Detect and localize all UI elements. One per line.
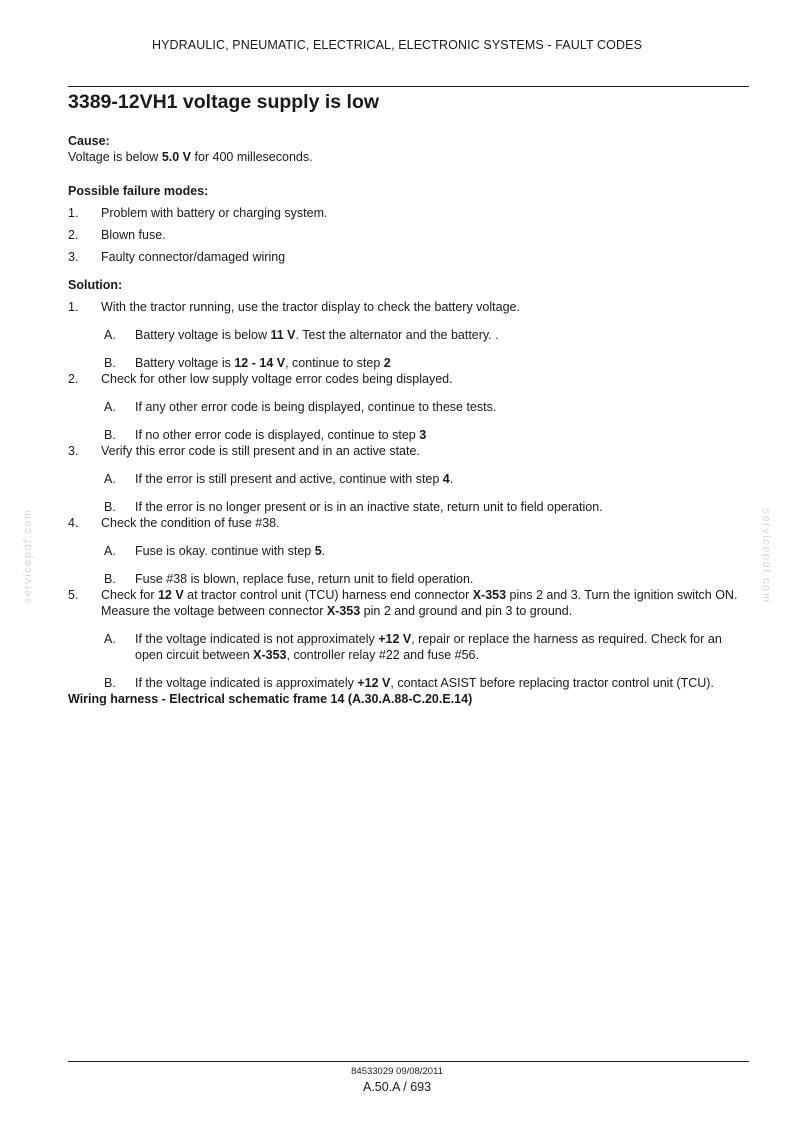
substep-text: , contact ASIST before replacing tractor control unit (TCU). <box>390 676 714 690</box>
substep-bold: 2 <box>383 356 391 370</box>
step-bold: X-353 <box>326 604 361 618</box>
substep-bold: 4 <box>442 472 450 486</box>
substep-bold: +12 V <box>378 632 412 646</box>
substep-bold: X-353 <box>253 648 287 662</box>
substep-letter: B. <box>104 572 116 586</box>
cause-label: Cause: <box>68 134 110 148</box>
solution-substep <box>68 675 750 691</box>
substep-letter: A. <box>104 328 116 342</box>
watermark-left: servicepdf.com <box>22 508 34 604</box>
document-code: 84533029 09/08/2011 <box>351 1066 443 1077</box>
substep-text: If any other error code is being displayed, continue to these tests. <box>135 400 497 414</box>
solution-substep <box>68 399 750 415</box>
watermark-right: servicepdf.com <box>760 508 772 604</box>
step-text: With the tractor running, use the tractor display to check the battery voltage. <box>101 300 520 314</box>
failure-modes-label: Possible failure modes: <box>68 184 209 198</box>
solution-label: Solution: <box>68 278 123 292</box>
item-number: 3. <box>68 250 79 264</box>
footer-rule <box>68 1061 749 1062</box>
page-title: 3389-12VH1 voltage supply is low <box>68 91 380 113</box>
solution-substep <box>68 631 750 663</box>
header-rule <box>68 86 749 87</box>
substep-text: Fuse #38 is blown, replace fuse, return unit to field operation. <box>135 572 474 586</box>
substep-text: If no other error code is displayed, continue to step <box>135 428 420 442</box>
failure-mode-item <box>68 205 750 221</box>
substep-text: . <box>449 472 454 486</box>
failure-mode-item <box>68 227 750 243</box>
failure-mode-item <box>68 249 750 265</box>
substep-letter: B. <box>104 428 116 442</box>
solution-step <box>68 443 750 459</box>
cause-text-part: for 400 milleseconds. <box>191 150 313 164</box>
solution-step <box>68 515 750 531</box>
solution-substep <box>68 543 750 559</box>
substep-bold: 11 V <box>270 328 296 342</box>
item-number: 1. <box>68 206 79 220</box>
substep-letter: A. <box>104 632 116 646</box>
cause-voltage: 5.0 V <box>161 150 191 164</box>
step-text: pins 2 and 3. Turn the ignition switch ON. Measure the voltage between connector <box>101 588 738 618</box>
substep-text: If the error is no longer present or is in an inactive state, return unit to field operation. <box>135 500 603 514</box>
wiring-harness-reference-link[interactable]: Wiring harness - Electrical schematic frame 14 (A.30.A.88-C.20.E.14) <box>68 692 473 706</box>
solution-step <box>68 587 750 619</box>
item-text: Faulty connector/damaged wiring <box>101 250 286 264</box>
substep-bold: 3 <box>419 428 427 442</box>
step-number: 2. <box>68 372 79 386</box>
section-header: HYDRAULIC, PNEUMATIC, ELECTRICAL, ELECTRONIC SYSTEMS - FAULT CODES <box>151 38 643 52</box>
substep-text: . <box>321 544 326 558</box>
substep-text: . Test the alternator and the battery. . <box>295 328 499 342</box>
substep-text: If the voltage indicated is approximately <box>135 676 358 690</box>
cause-text-part: Voltage is below <box>68 150 162 164</box>
substep-text: Battery voltage is <box>135 356 235 370</box>
solution-substep <box>68 471 750 487</box>
solution-substep <box>68 571 750 587</box>
item-text: Problem with battery or charging system. <box>101 206 328 220</box>
step-bold: 12 V <box>157 588 184 602</box>
step-text: Verify this error code is still present and in an active state. <box>101 444 420 458</box>
substep-text: Fuse is okay. continue with step <box>135 544 315 558</box>
step-text: Check for other low supply voltage error codes being displayed. <box>101 372 453 386</box>
cause-text <box>68 149 750 165</box>
step-text: Check the condition of fuse #38. <box>101 516 280 530</box>
solution-substep <box>68 427 750 443</box>
step-text: pin 2 and ground and pin 3 to ground. <box>360 604 573 618</box>
substep-bold: 12 - 14 V <box>234 356 286 370</box>
fault-code-content <box>68 133 750 707</box>
step-bold: X-353 <box>472 588 507 602</box>
solution-step <box>68 371 750 387</box>
step-number: 1. <box>68 300 79 314</box>
substep-letter: A. <box>104 472 116 486</box>
substep-text: Battery voltage is below <box>135 328 271 342</box>
substep-text: , controller relay #22 and fuse #56. <box>286 648 479 662</box>
substep-text: If the error is still present and active, continue with step <box>135 472 443 486</box>
step-number: 4. <box>68 516 79 530</box>
substep-bold: 5 <box>314 544 322 558</box>
substep-letter: B. <box>104 356 116 370</box>
item-text: Blown fuse. <box>101 228 166 242</box>
solution-step <box>68 299 750 315</box>
substep-letter: A. <box>104 400 116 414</box>
substep-letter: B. <box>104 676 116 690</box>
item-number: 2. <box>68 228 79 242</box>
solution-substep <box>68 355 750 371</box>
page-number: A.50.A / 693 <box>362 1080 432 1094</box>
substep-text: If the voltage indicated is not approximately <box>135 632 379 646</box>
step-text: at tractor control unit (TCU) harness end connector <box>183 588 473 602</box>
step-number: 3. <box>68 444 79 458</box>
substep-bold: +12 V <box>357 676 391 690</box>
solution-substep <box>68 327 750 343</box>
step-text: Check for <box>101 588 158 602</box>
substep-letter: B. <box>104 500 116 514</box>
solution-substep <box>68 499 750 515</box>
substep-text: , continue to step <box>285 356 384 370</box>
step-number: 5. <box>68 588 79 602</box>
substep-letter: A. <box>104 544 116 558</box>
substep-text: , repair or replace the harness as required. Check for an open circuit between <box>135 632 722 662</box>
